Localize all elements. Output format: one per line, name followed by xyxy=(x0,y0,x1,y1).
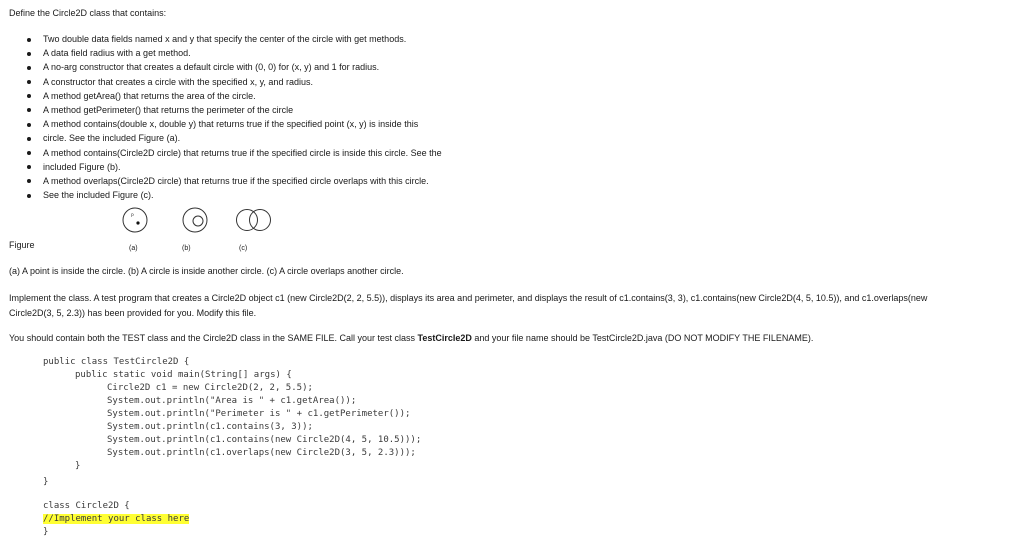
code-line: class Circle2D { xyxy=(43,501,130,511)
highlighted-comment: //Implement your class here xyxy=(43,514,190,524)
test-class-name: TestCircle2D xyxy=(417,333,472,343)
code-line: System.out.println(c1.contains(new Circle2D(4, 5, 10.5))); xyxy=(107,435,422,445)
figure-a-label: (a) xyxy=(129,245,138,252)
list-item: A data field radius with a get method. xyxy=(20,48,442,62)
code-line: System.out.println(c1.overlaps(new Circle2D(3, 5, 2.3))); xyxy=(107,448,416,458)
implement-text-line-1: Implement the class. A test program that creates a Circle2D object c1 (new Circle2D(2, 2, 5.5)), displays its area and perimeter, and displays the result of c1.contains(3, 3), c1.contains(new Circle2D(4, 5, 10.5)), and c1.overlaps(new xyxy=(9,293,928,303)
list-item: included Figure (b). xyxy=(20,162,442,176)
figure-label: Figure xyxy=(9,240,35,250)
code-line: System.out.println("Perimeter is " + c1.getPerimeter()); xyxy=(107,409,411,419)
figure-c-circles-overlap xyxy=(237,210,271,231)
figure-b-label: (b) xyxy=(182,245,191,252)
list-item: A method overlaps(Circle2D circle) that returns true if the specified circle overlaps with this circle. xyxy=(20,176,442,190)
code-line: } xyxy=(75,461,81,471)
list-item: circle. See the included Figure (a). xyxy=(20,133,442,147)
page-heading: Define the Circle2D class that contains: xyxy=(9,8,167,18)
list-item: See the included Figure (c). xyxy=(20,190,442,204)
figure-b-circle-inside xyxy=(183,208,207,232)
point-label: P xyxy=(131,214,134,219)
list-item: Two double data fields named x and y that specify the center of the circle with get methods. xyxy=(20,34,442,48)
code-line: System.out.println("Area is " + c1.getArea()); xyxy=(107,396,357,406)
list-item: A method contains(double x, double y) that returns true if the specified point (x, y) is inside this xyxy=(20,119,442,133)
list-item: A method getPerimeter() that returns the perimeter of the circle xyxy=(20,105,442,119)
code-line: System.out.println(c1.contains(3, 3)); xyxy=(107,422,313,432)
note-text: You should contain both the TEST class and the Circle2D class in the SAME FILE. Call your test class xyxy=(9,333,418,343)
implement-text-line-2: Circle2D(3, 5, 2.3)) has been provided for you. Modify this file. xyxy=(9,308,257,318)
code-line: } xyxy=(43,527,49,537)
list-item: A constructor that creates a circle with the specified x, y, and radius. xyxy=(20,77,442,91)
code-line: public class TestCircle2D { xyxy=(43,357,190,367)
code-line: } xyxy=(43,477,49,487)
list-item: A no-arg constructor that creates a default circle with (0, 0) for (x, y) and 1 for radius. xyxy=(20,62,442,76)
list-item: A method contains(Circle2D circle) that returns true if the specified circle is inside this circle. See the xyxy=(20,148,442,162)
figure-c-label: (c) xyxy=(239,245,248,252)
note-text-end: and your file name should be TestCircle2D.java (DO NOT MODIFY THE FILENAME). xyxy=(471,333,814,343)
list-item: A method getArea() that returns the area of the circle. xyxy=(20,91,442,105)
file-instructions xyxy=(9,333,813,344)
figure-a-point-inside xyxy=(123,208,147,232)
code-line: public static void main(String[] args) { xyxy=(75,370,292,380)
figure-caption: (a) A point is inside the circle. (b) A circle is inside another circle. (c) A circle overlaps another circle. xyxy=(9,266,404,276)
code-line: Circle2D c1 = new Circle2D(2, 2, 5.5); xyxy=(107,383,313,393)
